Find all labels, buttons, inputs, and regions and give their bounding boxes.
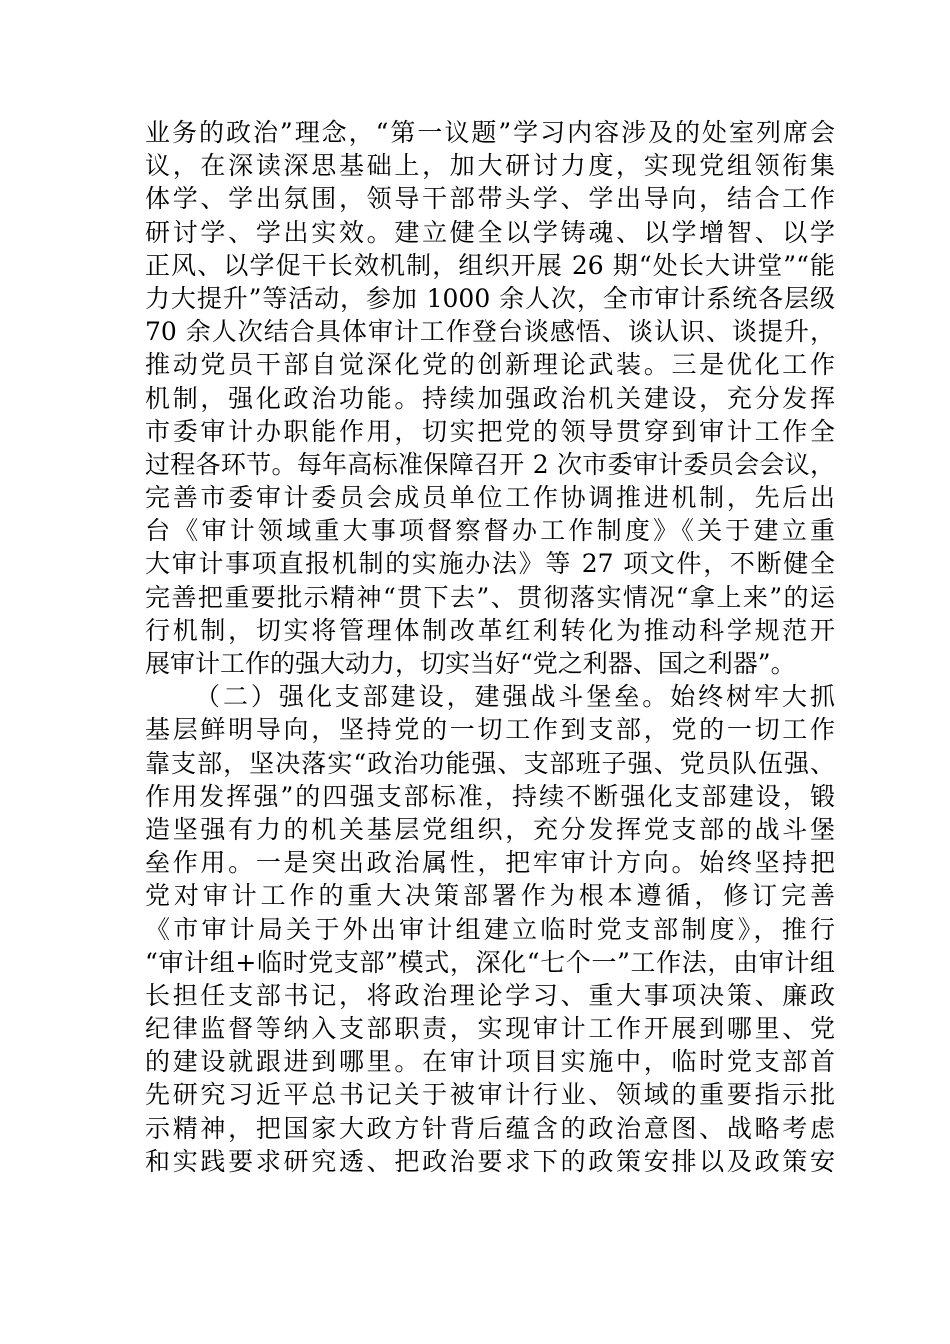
text-line: 台《审计领域重大事项督察督办工作制度》《关于建立重 xyxy=(145,516,835,546)
text-line: 体学、学出氛围，领导干部带头学、学出导向，结合工作 xyxy=(145,184,835,214)
text-line: 纪律监督等纳入支部职责，实现审计工作开展到哪里、党 xyxy=(145,1014,835,1044)
paragraph-end-line: 展审计工作的强大动力，切实当好“党之利器、国之利器”。 xyxy=(145,649,796,678)
text-line: 靠支部，坚决落实“政治功能强、支部班子强、党员队伍强、 xyxy=(145,748,835,778)
text-line: 正风、以学促干长效机制，组织开展 26 期“处长大讲堂”“能 xyxy=(145,250,835,280)
text-line: 研讨学、学出实效。建立健全以学铸魂、以学增智、以学 xyxy=(145,217,835,247)
text-line: 《市审计局关于外出审计组建立临时党支部制度》，推行 xyxy=(145,914,835,944)
text-line: 长担任支部书记，将政治理论学习、重大事项决策、廉政 xyxy=(145,980,835,1010)
text-line: “审计组+临时党支部”模式，深化“七个一”工作法，由审计组 xyxy=(145,947,835,977)
text-line: 70 余人次结合具体审计工作登台谈感悟、谈认识、谈提升， xyxy=(145,317,835,347)
text-line: 议，在深读深思基础上，加大研讨力度，实现党组领衔集 xyxy=(145,151,835,181)
text-line: 作用发挥强”的四强支部标准，持续不断强化支部建设，锻 xyxy=(145,781,835,811)
text-line: 过程各环节。每年高标准保障召开 2 次市委审计委员会会议， xyxy=(145,449,835,479)
text-line: 完善市委审计委员会成员单位工作协调推进机制，先后出 xyxy=(145,483,835,513)
text-line: 完善把重要批示精神“贯下去”、贯彻落实情况“拿上来”的运 xyxy=(145,582,835,612)
text-line: 市委审计办职能作用，切实把党的领导贯穿到审计工作全 xyxy=(145,416,835,446)
text-line: 和实践要求研究透、把政治要求下的政策安排以及政策安 xyxy=(145,1146,835,1176)
body-text xyxy=(145,116,835,1178)
text-line: 基层鲜明导向，坚持党的一切工作到支部，党的一切工作 xyxy=(145,715,835,745)
text-line: 示精神，把国家大政方针背后蕴含的政治意图、战略考虑 xyxy=(145,1113,835,1143)
text-line: 力大提升”等活动，参加 1000 余人次，全市审计系统各层级 xyxy=(145,283,835,313)
paragraph-first-line: （二）强化支部建设，建强战斗堡垒。始终树牢大抓 xyxy=(195,682,835,712)
text-line: 先研究习近平总书记关于被审计行业、领域的重要指示批 xyxy=(145,1080,835,1110)
text-line: 党对审计工作的重大决策部署作为根本遵循，修订完善 xyxy=(145,881,835,911)
text-line: 业务的政治”理念，“第一议题”学习内容涉及的处室列席会 xyxy=(145,118,835,147)
text-line: 造坚强有力的机关基层党组织，充分发挥党支部的战斗堡 xyxy=(145,814,835,844)
text-line: 推动党员干部自觉深化党的创新理论武装。三是优化工作 xyxy=(145,350,835,380)
text-line: 行机制，切实将管理体制改革红利转化为推动科学规范开 xyxy=(145,615,835,645)
text-line: 机制，强化政治功能。持续加强政治机关建设，充分发挥 xyxy=(145,383,835,413)
text-line: 大审计事项直报机制的实施办法》等 27 项文件，不断健全 xyxy=(145,549,835,579)
text-line: 的建设就跟进到哪里。在审计项目实施中，临时党支部首 xyxy=(145,1047,835,1077)
text-line: 垒作用。一是突出政治属性，把牢审计方向。始终坚持把 xyxy=(145,848,835,878)
